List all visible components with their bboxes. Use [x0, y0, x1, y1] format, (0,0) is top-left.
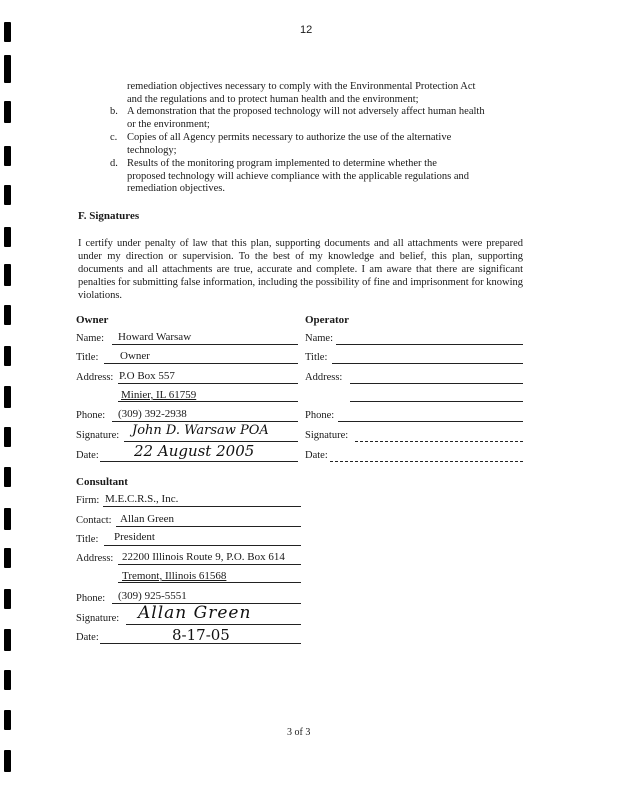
- owner-address-line-2: [118, 401, 298, 402]
- owner-title-label: Title:: [76, 352, 99, 363]
- scan-mark: [4, 629, 11, 651]
- operator-address-label: Address:: [305, 372, 343, 383]
- owner-title: Owner: [76, 314, 109, 326]
- consultant-contact-label: Contact:: [76, 515, 112, 526]
- owner-name-value[interactable]: Howard Warsaw: [118, 331, 192, 343]
- list-marker: c.: [110, 132, 118, 143]
- consultant-title-value[interactable]: President: [114, 531, 155, 543]
- certification-paragraph: I certify under penalty of law that this plan, supporting documents and all attachments were prepared under my direction or supervision. To the best of my knowledge and belief, this plan, supporting documents and all attachments are true, accurate and complete. I am aware that there are significant penalties for submitting false information, including the possibility of fine and imprisonment for knowing violations.: [78, 238, 523, 301]
- page-number: 12: [300, 24, 313, 36]
- list-marker: b.: [110, 106, 118, 117]
- operator-signature-line[interactable]: [355, 441, 523, 442]
- owner-date-label: Date:: [76, 450, 99, 461]
- operator-phone-line[interactable]: [338, 421, 523, 422]
- section-heading: F. Signatures: [78, 210, 140, 222]
- scan-mark: [4, 346, 11, 366]
- consultant-address-line: [118, 564, 301, 565]
- consultant-address-line2[interactable]: Tremont, Illinois 61568: [122, 570, 227, 582]
- list-item: Results of the monitoring program implemented to determine whether the proposed technology will achieve compliance with the applicable regulations and remediation objectives.: [127, 158, 470, 194]
- operator-address-line[interactable]: [350, 383, 523, 384]
- scan-mark: [4, 548, 11, 568]
- consultant-firm-label: Firm:: [76, 495, 100, 506]
- consultant-signature[interactable]: Allan Green: [138, 603, 252, 623]
- scan-mark: [4, 750, 11, 772]
- scan-mark: [4, 427, 11, 447]
- consultant-firm-line: [103, 506, 301, 507]
- owner-signature[interactable]: John D. Warsaw POA: [132, 423, 269, 438]
- operator-name-line[interactable]: [336, 344, 523, 345]
- scan-mark: [4, 589, 11, 609]
- owner-title-line: [104, 363, 298, 364]
- owner-address-label: Address:: [76, 372, 114, 383]
- consultant-address-label: Address:: [76, 553, 114, 564]
- consultant-contact-value[interactable]: Allan Green: [120, 513, 175, 525]
- list-item: remediation objectives necessary to comply with the Environmental Protection Act and the regulations and to protect human health and the environment;: [127, 81, 476, 105]
- operator-title-line[interactable]: [332, 363, 523, 364]
- operator-title-label: Title:: [305, 352, 328, 363]
- owner-phone-value[interactable]: (309) 392-2938: [118, 408, 187, 420]
- owner-date-line: [100, 461, 298, 462]
- owner-title-value[interactable]: Owner: [120, 350, 150, 362]
- scan-mark: [4, 227, 11, 247]
- scan-mark: [4, 185, 11, 205]
- scan-mark: [4, 264, 11, 286]
- owner-address-line: [118, 383, 298, 384]
- consultant-date-label: Date:: [76, 632, 99, 643]
- owner-address-line2[interactable]: Minier, IL 61759: [121, 389, 197, 401]
- scan-edge-marks: [4, 0, 12, 800]
- consultant-firm-value[interactable]: M.E.C.R.S., Inc.: [105, 493, 179, 505]
- operator-phone-label: Phone:: [305, 410, 335, 421]
- operator-date-label: Date:: [305, 450, 328, 461]
- owner-phone-label: Phone:: [76, 410, 106, 421]
- operator-date-line[interactable]: [330, 461, 523, 462]
- owner-address-line1[interactable]: P.O Box 557: [119, 370, 175, 382]
- operator-address-line-2[interactable]: [350, 401, 523, 402]
- owner-date-value[interactable]: 22 August 2005: [134, 442, 255, 460]
- scan-mark: [4, 101, 11, 123]
- operator-name-label: Name:: [305, 333, 333, 344]
- scan-mark: [4, 55, 11, 83]
- list-item: A demonstration that the proposed technology will not adversely affect human health or the environment;: [127, 106, 485, 130]
- consultant-title-line: [104, 545, 301, 546]
- owner-phone-line: [112, 421, 298, 422]
- owner-name-line: [112, 344, 298, 345]
- consultant-phone-value[interactable]: (309) 925-5551: [118, 590, 187, 602]
- scan-mark: [4, 386, 11, 408]
- list-item: Copies of all Agency permits necessary to authorize the use of the alternative technology;: [127, 132, 452, 156]
- scan-mark: [4, 305, 11, 325]
- consultant-contact-line: [116, 526, 301, 527]
- consultant-title: Consultant: [76, 476, 128, 488]
- list-marker: d.: [110, 158, 118, 169]
- consultant-address-line-2: [118, 582, 301, 583]
- scan-mark: [4, 467, 11, 487]
- page-footer: 3 of 3: [287, 727, 311, 738]
- scan-mark: [4, 22, 11, 42]
- owner-signature-label: Signature:: [76, 430, 120, 441]
- operator-title: Operator: [305, 314, 349, 326]
- consultant-address-line1[interactable]: 22200 Illinois Route 9, P.O. Box 614: [122, 551, 285, 563]
- scan-mark: [4, 710, 11, 730]
- consultant-date-value[interactable]: 8-17-05: [172, 626, 230, 644]
- consultant-signature-label: Signature:: [76, 613, 120, 624]
- consultant-signature-line: [126, 624, 301, 625]
- scan-mark: [4, 508, 11, 530]
- scan-mark: [4, 670, 11, 690]
- owner-name-label: Name:: [76, 333, 104, 344]
- consultant-phone-label: Phone:: [76, 593, 106, 604]
- operator-signature-label: Signature:: [305, 430, 349, 441]
- scan-mark: [4, 146, 11, 166]
- consultant-title-label: Title:: [76, 534, 99, 545]
